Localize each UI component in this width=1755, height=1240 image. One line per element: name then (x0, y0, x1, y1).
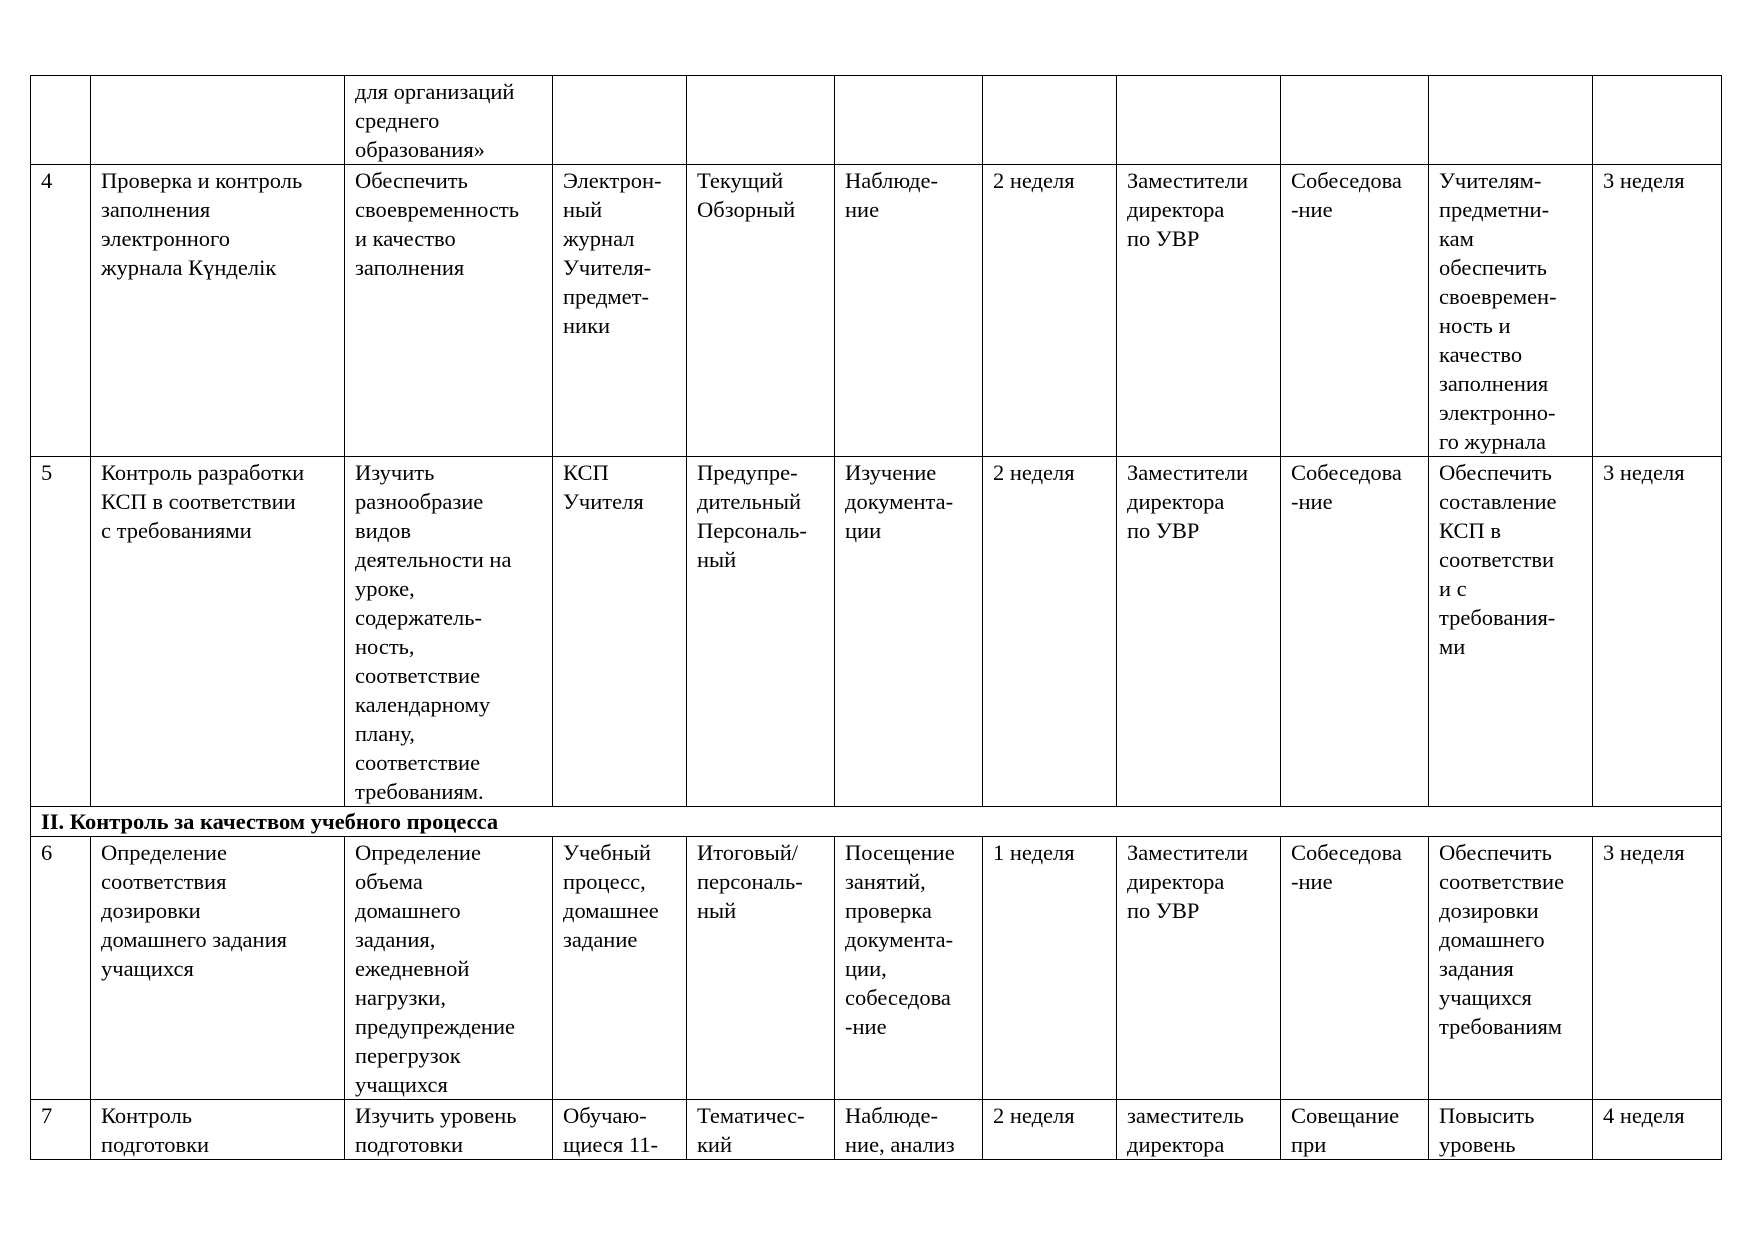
section-row (31, 807, 1722, 837)
table-row (31, 1100, 1722, 1160)
control-method-cell (835, 76, 983, 165)
deadline-cell: 3 неделя (1593, 165, 1722, 457)
responsible-cell: Заместители директора по УВР (1117, 457, 1281, 807)
management-decision-cell: Обеспечить соответствие дозировки домашнего задания учащихся требованиям (1429, 837, 1593, 1100)
control-name-cell: Контроль подготовки (91, 1100, 345, 1160)
control-name-cell: Проверка и контроль заполнения электронного журнала Күнделік (91, 165, 345, 457)
control-name-cell: Определение соответствия дозировки домашнего задания учащихся (91, 837, 345, 1100)
control-term-cell: 2 неделя (983, 1100, 1117, 1160)
control-term-cell (983, 76, 1117, 165)
row-number-cell: 4 (31, 165, 91, 457)
control-type-cell: Текущий Обзорный (687, 165, 835, 457)
control-method-cell: Посещение занятий, проверка документа- ции, собеседова -ние (835, 837, 983, 1100)
row-number-cell (31, 76, 91, 165)
deadline-cell (1593, 76, 1722, 165)
control-method-cell: Наблюде- ние (835, 165, 983, 457)
row-number-cell: 5 (31, 457, 91, 807)
table-row (31, 165, 1722, 457)
review-place-cell: Собеседова -ние (1281, 457, 1429, 807)
deadline-cell: 3 неделя (1593, 457, 1722, 807)
responsible-cell: заместитель директора (1117, 1100, 1281, 1160)
deadline-cell: 3 неделя (1593, 837, 1722, 1100)
management-decision-cell: Учителям- предметни- кам обеспечить своевремен- ность и качество заполнения электронно- го журнала (1429, 165, 1593, 457)
responsible-cell: Заместители директора по УВР (1117, 837, 1281, 1100)
control-type-cell: Предупре- дительный Персональ- ный (687, 457, 835, 807)
control-goal-cell: для организаций среднего образования» (345, 76, 553, 165)
control-name-cell: Контроль разработки КСП в соответствии с требованиями (91, 457, 345, 807)
control-goal-cell: Обеспечить своевременность и качество заполнения (345, 165, 553, 457)
control-goal-cell: Определение объема домашнего задания, ежедневной нагрузки, предупреждение перегрузок учащихся (345, 837, 553, 1100)
control-term-cell: 2 неделя (983, 165, 1117, 457)
control-plan-table (30, 75, 1722, 1160)
table-row (31, 457, 1722, 807)
row-number-cell: 7 (31, 1100, 91, 1160)
control-object-cell (553, 76, 687, 165)
management-decision-cell (1429, 76, 1593, 165)
control-name-cell (91, 76, 345, 165)
control-object-cell: Учебный процесс, домашнее задание (553, 837, 687, 1100)
control-method-cell: Наблюде- ние, анализ (835, 1100, 983, 1160)
control-object-cell: КСП Учителя (553, 457, 687, 807)
control-object-cell: Обучаю- щиеся 11- (553, 1100, 687, 1160)
control-type-cell (687, 76, 835, 165)
control-type-cell: Итоговый/ персональ- ный (687, 837, 835, 1100)
control-object-cell: Электрон- ный журнал Учителя- предмет- ники (553, 165, 687, 457)
control-term-cell: 1 неделя (983, 837, 1117, 1100)
control-type-cell: Тематичес- кий (687, 1100, 835, 1160)
control-method-cell: Изучение документа- ции (835, 457, 983, 807)
control-term-cell: 2 неделя (983, 457, 1117, 807)
control-goal-cell: Изучить разнообразие видов деятельности на уроке, содержатель- ность, соответствие календарному плану, соответствие требованиям. (345, 457, 553, 807)
table-row (31, 76, 1722, 165)
management-decision-cell: Обеспечить составление КСП в соответстви и с требования- ми (1429, 457, 1593, 807)
table-row (31, 837, 1722, 1100)
review-place-cell: Совещание при (1281, 1100, 1429, 1160)
management-decision-cell: Повысить уровень (1429, 1100, 1593, 1160)
responsible-cell (1117, 76, 1281, 165)
review-place-cell: Собеседова -ние (1281, 165, 1429, 457)
deadline-cell: 4 неделя (1593, 1100, 1722, 1160)
row-number-cell: 6 (31, 837, 91, 1100)
review-place-cell (1281, 76, 1429, 165)
responsible-cell: Заместители директора по УВР (1117, 165, 1281, 457)
section-heading: II. Контроль за качеством учебного процесса (31, 807, 1722, 837)
control-goal-cell: Изучить уровень подготовки (345, 1100, 553, 1160)
review-place-cell: Собеседова -ние (1281, 837, 1429, 1100)
